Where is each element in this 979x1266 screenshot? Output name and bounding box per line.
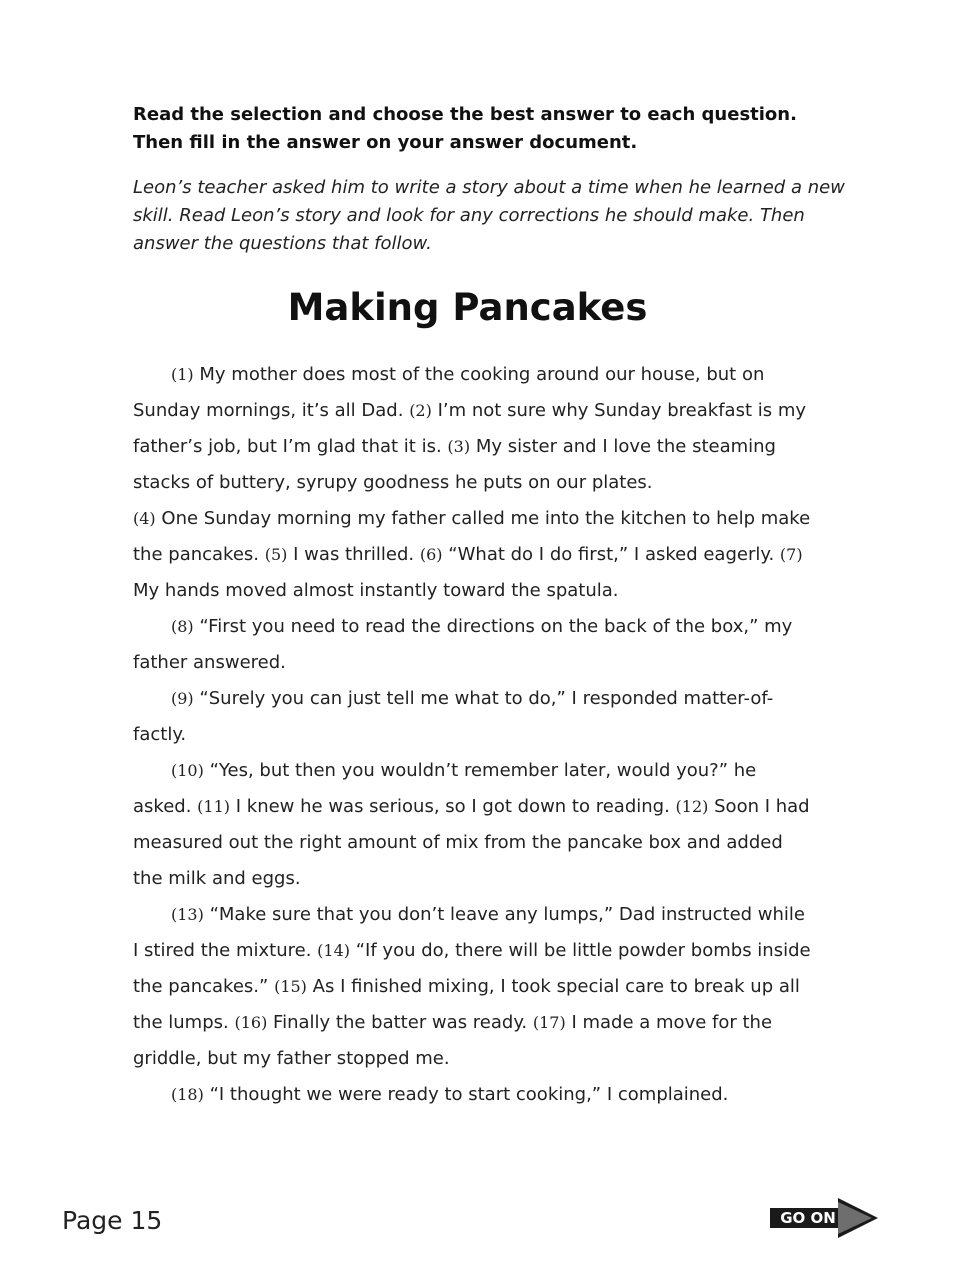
sentence-text: I knew he was serious, so I got down to reading. [235,796,670,817]
story-body [133,357,813,1113]
sentence-text: My sister and I love the steaming stacks of buttery, syrupy goodness he puts on our plates. [133,436,776,493]
instructions: Read the selection and choose the best answer to each question. Then fill in the answer on your answer document. [133,104,797,153]
intro-text: Leon’s teacher asked him to write a story about a time when he learned a new skill. Read Leon’s story and look for any corrections he should make. Then answer the questions that follow. [133,177,845,254]
sentence-text: “Surely you can just tell me what to do,” I responded matter-of-factly. [133,688,774,745]
story-paragraph [133,1077,813,1113]
story-paragraph [133,753,813,897]
sentence-text: “If you do, there will be little powder bombs inside the pancakes.” [133,940,811,997]
sentence-text: I’m not sure why Sunday breakfast is my father’s job, but I’m glad that it is. [133,400,807,457]
go-on-label: GO ON [780,1209,836,1227]
story-paragraph [133,501,813,609]
sentence-number: (14) [317,941,350,960]
sentence-text: “Yes, but then you wouldn’t remember later, would you?” he asked. [133,760,757,817]
sentence-text: I was thrilled. [293,544,415,565]
sentence-text: My hands moved almost instantly toward the spatula. [133,580,619,601]
sentence-number: (18) [171,1085,204,1104]
sentence-text: Finally the batter was ready. [273,1012,528,1033]
sentence-text: “First you need to read the directions on the back of the box,” my father answered. [133,616,793,673]
sentence-number: (8) [171,617,194,636]
sentence-number: (15) [274,977,307,996]
sentence-number: (2) [409,401,432,420]
sentence-number: (4) [133,509,156,528]
sentence-number: (3) [447,437,471,456]
sentence-text: One Sunday morning my father called me into the kitchen to help make the pancakes. [133,508,811,565]
sentence-number: (11) [197,797,230,816]
story-paragraph [133,897,813,1077]
go-on-button[interactable] [770,1196,880,1240]
sentence-number: (9) [171,689,194,708]
sentence-number: (17) [532,1013,566,1032]
sentence-number: (13) [171,905,204,924]
sentence-text: As I finished mixing, I took special care to break up all the lumps. [133,976,800,1033]
page-number: Page 15 [62,1206,163,1235]
sentence-number: (5) [264,545,288,564]
sentence-number: (10) [171,761,204,780]
sentence-text: “What do I do first,” I asked eagerly. [448,544,775,565]
sentence-text: I made a move for the griddle, but my father stopped me. [133,1012,773,1069]
story-paragraph [133,357,813,501]
story-paragraph [133,609,813,681]
story-paragraph [133,681,813,753]
story-title: Making Pancakes [287,286,648,329]
sentence-text: “I thought we were ready to start cooking,” I complained. [209,1084,729,1105]
sentence-text: My mother does most of the cooking around our house, but on Sunday mornings, it’s all Dad. [133,364,765,421]
sentence-text: Soon I had measured out the right amount of mix from the pancake box and added the milk and eggs. [133,796,810,889]
sentence-number: (16) [234,1013,268,1032]
sentence-number: (12) [675,797,709,816]
sentence-text: “Make sure that you don’t leave any lumps,” Dad instructed while I stired the mixture. [133,904,806,961]
sentence-number: (7) [779,545,803,564]
sentence-number: (1) [171,365,194,384]
sentence-number: (6) [419,545,443,564]
